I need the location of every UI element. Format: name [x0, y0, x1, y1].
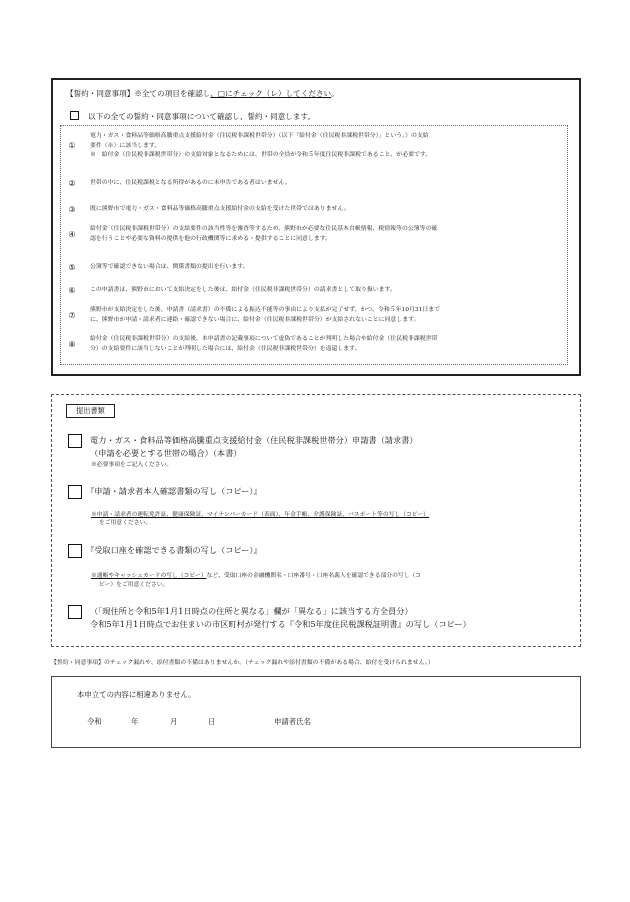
- item-number: ②: [68, 179, 76, 188]
- date-era-label: 令和: [87, 717, 102, 726]
- document-checkbox[interactable]: [68, 485, 82, 499]
- document-title: 『受取口座を確認できる書類の写し（コピー）』: [86, 545, 262, 555]
- applicant-name-label: 申請者氏名: [274, 717, 311, 726]
- document-checkbox[interactable]: [68, 434, 82, 448]
- document-title: 『申請・請求者本人確認書類の写し（コピー）』: [86, 486, 262, 496]
- item-number: ⑦: [68, 311, 76, 320]
- item-number: ④: [68, 230, 76, 239]
- agree-all-checkbox[interactable]: [70, 111, 79, 120]
- document-title: 電力・ガス・食料品等価格高騰重点支援給付金（住民税非課税世帯分）申請書（請求書）: [90, 435, 418, 445]
- document-subtitle: 令和5年1月1日時点でお住まいの市区町村が発行する『令和5年度住民税課税証明書』の写し（コピー）: [90, 619, 471, 629]
- pledge-items-box: [60, 125, 568, 365]
- document-note: ※必要事項をご記入ください。: [91, 462, 173, 468]
- document-checkbox[interactable]: [68, 605, 82, 619]
- document-note: ※申請・請求者の運転免許証、健康保険証、マイナンバーカード（表面）、年金手帳、介護保険証、パスポート等の写し（コピー）: [91, 512, 429, 518]
- date-year-label: 年: [131, 717, 139, 726]
- document-note-line2: をご用意ください。: [99, 520, 152, 526]
- item-number: ①: [68, 141, 76, 150]
- document-subtitle: （申請を必要とする世帯の場合）（本書）: [90, 448, 242, 458]
- document-title: （「現住所と令和5年1月1日時点の住所と異なる」欄が「異なる」に該当する方全員分）: [90, 606, 413, 616]
- item-number: ⑤: [68, 263, 76, 272]
- document-note-line2: ピー）をご用意ください。: [99, 582, 169, 588]
- document-note: ※通帳やキャッシュカードの写し（コピー）など、受取口座の金融機関名・口座番号・口座名義人を確認できる部分の写し（コ: [91, 573, 422, 579]
- item-number: ⑥: [68, 286, 76, 295]
- item-number: ⑧: [68, 340, 76, 349]
- documents-tag: 提出書類: [66, 404, 115, 418]
- confirmation-statement: 本申立ての内容に相違ありません。: [77, 690, 196, 699]
- item-number: ③: [68, 205, 76, 214]
- agree-all-row: [70, 111, 315, 122]
- date-month-label: 月: [170, 717, 178, 726]
- confirmation-section: [51, 676, 581, 748]
- check-reminder: 【誓約・同意事項】のチェック漏れや、添付書類の不備はありませんか。（チェック漏れや添付書類の不備がある場合、給付を受けられません。）: [51, 660, 434, 666]
- date-day-label: 日: [208, 717, 216, 726]
- document-checkbox[interactable]: [68, 544, 82, 558]
- agree-all-label: 以下の全ての誓約・同意事項について確認し、誓約・同意します。: [88, 112, 316, 121]
- pledge-heading: 【誓約・同意事項】※全ての項目を確認し、□にチェック（レ）してください。: [66, 89, 339, 98]
